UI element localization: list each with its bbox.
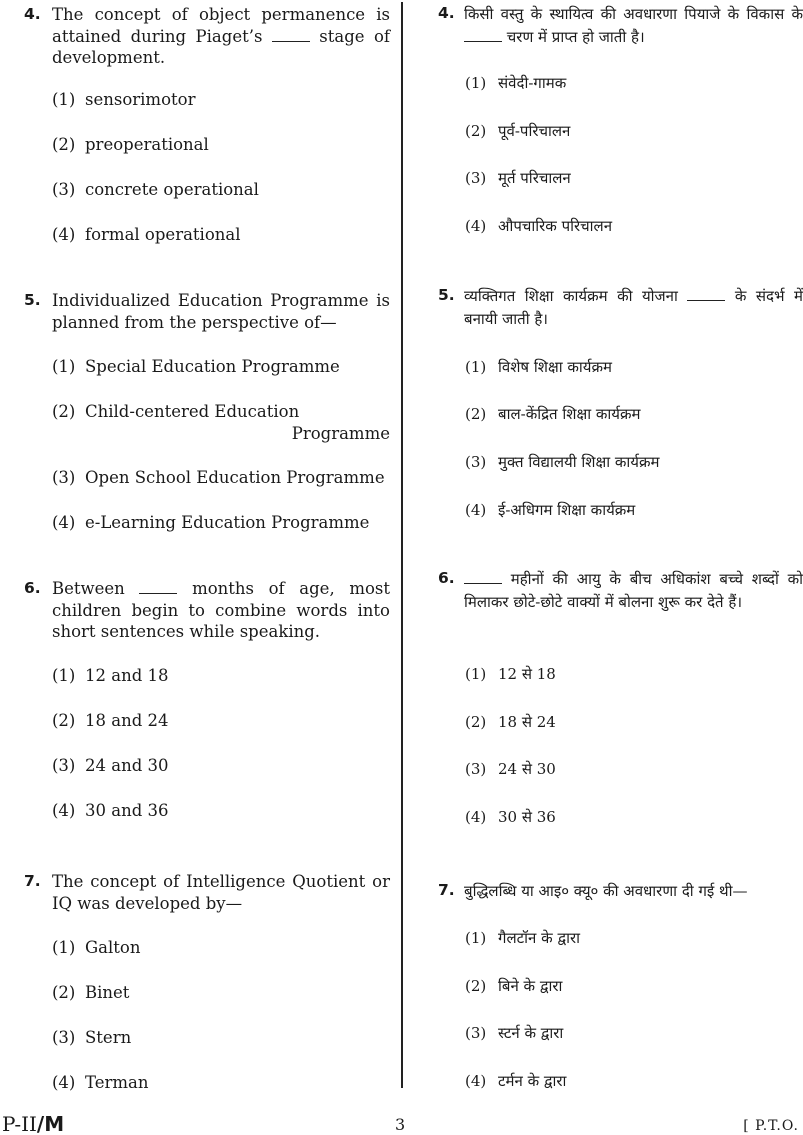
hindi-column <box>438 0 803 1100</box>
option-5-1-hi: (1) विशेष शिक्षा कार्यक्रम <box>465 358 612 376</box>
question-number: 6. <box>438 569 455 587</box>
question-text: किसी वस्तु के स्थायित्व की अवधारणा पियाजे के विकास के चरण में प्राप्त हो जाती है। <box>464 5 803 46</box>
option-5-2-en: (2) Child-centered Education Programme <box>52 402 390 443</box>
pto-label: [ P.T.O. <box>743 1118 799 1134</box>
question-7-hi <box>438 880 803 903</box>
option-5-3-hi: (3) मुक्त विद्यालयी शिक्षा कार्यक्रम <box>465 453 660 471</box>
page-number: 3 <box>395 1115 406 1134</box>
option-6-4-en: (4) 30 and 36 <box>52 801 169 820</box>
option-6-4-hi: (4) 30 से 36 <box>465 808 556 826</box>
paper-code: P-II/M <box>2 1112 65 1135</box>
question-text: Between months of age, most children begin to combine words into short sentences while speaking. <box>52 579 390 641</box>
option-4-2-en: (2) preoperational <box>52 135 209 154</box>
column-divider <box>401 2 403 1088</box>
option-5-4-en: (4) e-Learning Education Programme <box>52 513 370 532</box>
question-text: The concept of object permanence is attained during Piaget’s stage of development. <box>52 5 390 67</box>
option-5-1-en: (1) Special Education Programme <box>52 357 340 376</box>
option-4-4-en: (4) formal operational <box>52 225 241 244</box>
option-7-4-hi: (4) टर्मन के द्वारा <box>465 1072 567 1090</box>
answer-blank <box>464 28 502 42</box>
english-column <box>24 0 390 1100</box>
question-text: Individualized Education Programme is planned from the perspective of— <box>52 291 390 332</box>
option-6-3-hi: (3) 24 से 30 <box>465 760 556 778</box>
question-number: 6. <box>24 579 41 597</box>
option-7-1-hi: (1) गैलटॉन के द्वारा <box>465 929 580 947</box>
option-7-2-hi: (2) बिने के द्वारा <box>465 977 563 995</box>
answer-blank <box>464 570 502 584</box>
question-5-hi <box>438 285 803 331</box>
question-7-en <box>24 871 390 914</box>
option-5-3-en: (3) Open School Education Programme <box>52 468 385 487</box>
option-7-1-en: (1) Galton <box>52 938 141 957</box>
option-6-2-en: (2) 18 and 24 <box>52 711 169 730</box>
option-5-2-hi: (2) बाल-केंद्रित शिक्षा कार्यक्रम <box>465 405 641 423</box>
option-4-3-hi: (3) मूर्त परिचालन <box>465 169 571 187</box>
question-text: व्यक्तिगत शिक्षा कार्यक्रम की योजना के संदर्भ में बनायी जाती है। <box>464 287 803 328</box>
option-6-1-hi: (1) 12 से 18 <box>465 665 556 683</box>
question-6-hi <box>438 568 803 614</box>
question-number: 4. <box>438 4 455 22</box>
option-7-2-en: (2) Binet <box>52 983 130 1002</box>
option-4-3-en: (3) concrete operational <box>52 180 259 199</box>
option-6-2-hi: (2) 18 से 24 <box>465 713 556 731</box>
question-number: 7. <box>24 872 41 890</box>
option-6-3-en: (3) 24 and 30 <box>52 756 169 775</box>
option-4-4-hi: (4) औपचारिक परिचालन <box>465 217 613 235</box>
option-5-4-hi: (4) ई-अधिगम शिक्षा कार्यक्रम <box>465 501 636 519</box>
question-6-en <box>24 578 390 643</box>
question-text: महीनों की आयु के बीच अधिकांश बच्चे शब्दों को मिलाकर छोटे-छोटे वाक्यों में बोलना शुरू कर देते हैं। <box>464 570 803 611</box>
answer-blank <box>139 580 177 594</box>
question-5-en <box>24 290 390 333</box>
option-6-1-en: (1) 12 and 18 <box>52 666 169 685</box>
question-text: बुद्धिलब्धि या आइ० क्यू० की अवधारणा दी गई थी— <box>464 882 748 900</box>
option-7-4-en: (4) Terman <box>52 1073 149 1092</box>
option-4-1-hi: (1) संवेदी-गामक <box>465 74 567 92</box>
question-number: 5. <box>24 291 41 309</box>
answer-blank <box>272 28 310 42</box>
answer-blank <box>687 287 725 301</box>
question-4-hi <box>438 3 803 49</box>
option-7-3-hi: (3) स्टर्न के द्वारा <box>465 1024 564 1042</box>
option-4-1-en: (1) sensorimotor <box>52 90 196 109</box>
question-number: 7. <box>438 881 455 899</box>
question-number: 4. <box>24 5 41 23</box>
page-footer <box>0 1112 803 1135</box>
question-number: 5. <box>438 286 455 304</box>
question-4-en <box>24 4 390 69</box>
question-text: The concept of Intelligence Quotient or IQ was developed by— <box>52 872 390 913</box>
option-4-2-hi: (2) पूर्व-परिचालन <box>465 122 571 140</box>
option-7-3-en: (3) Stern <box>52 1028 132 1047</box>
